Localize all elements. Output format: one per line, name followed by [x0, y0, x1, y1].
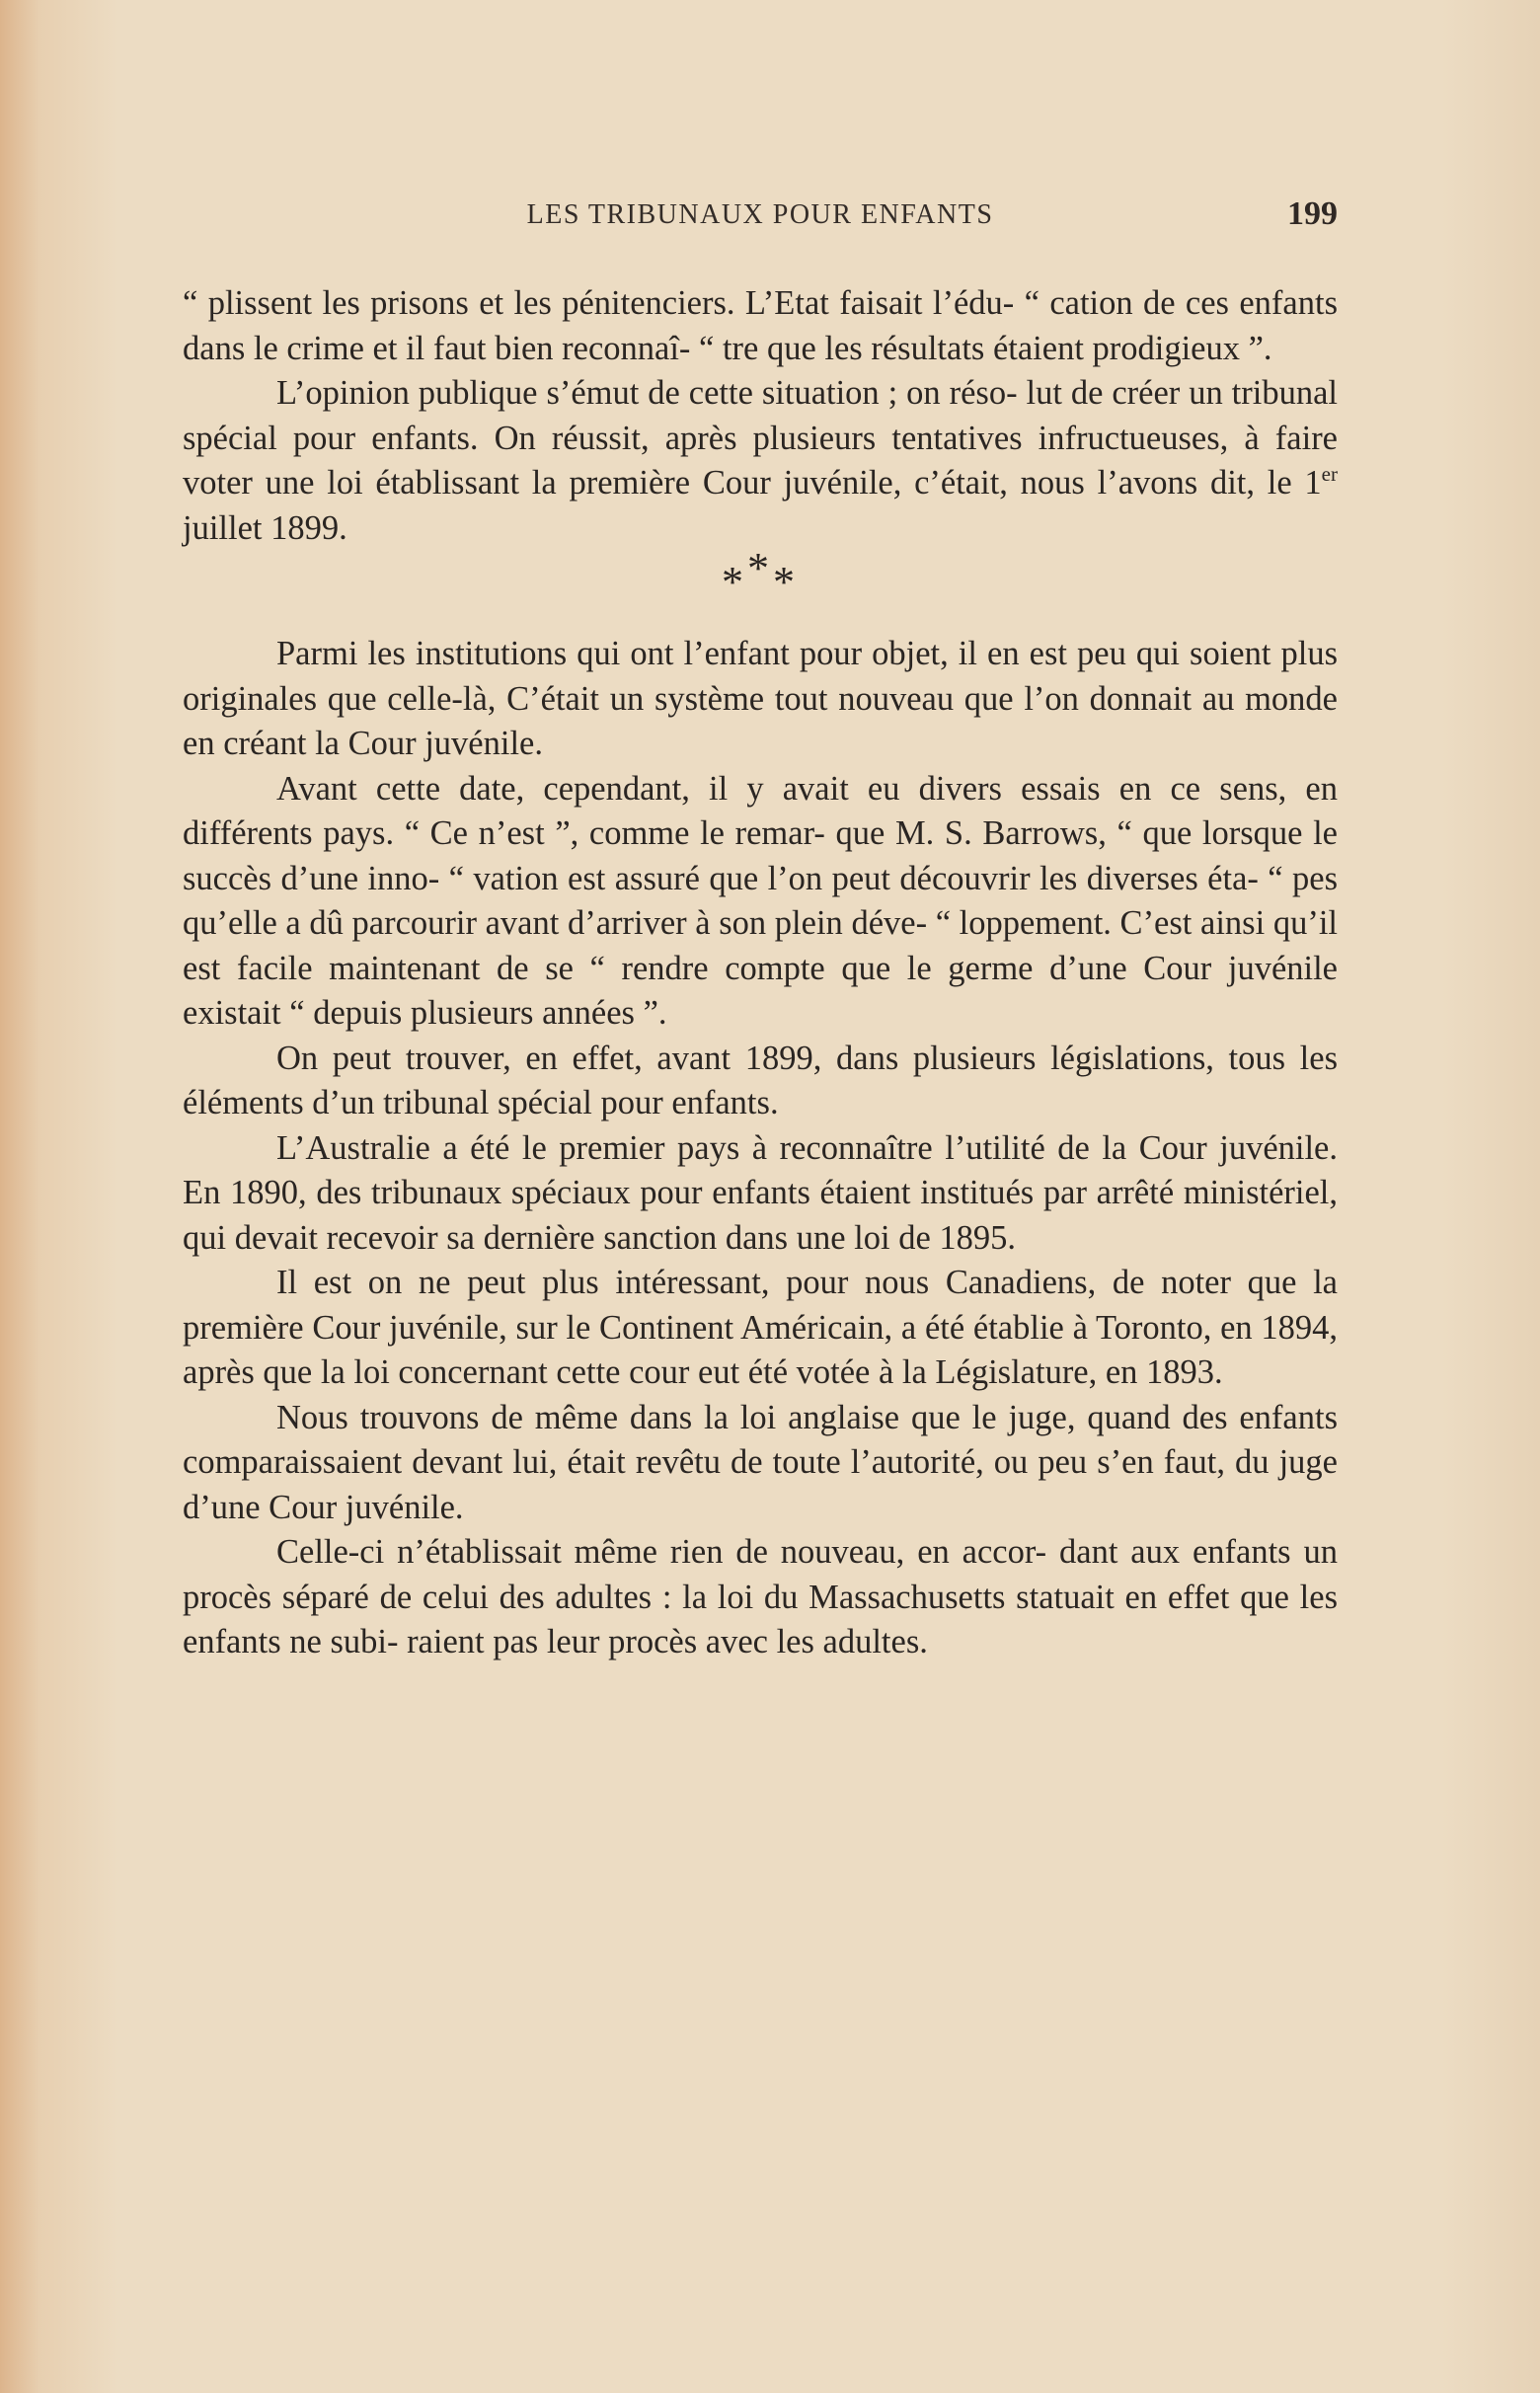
paragraph-quote-continuation: “ plissent les prisons et les pénitenciers. L’Etat faisait l’édu- “ cation de ces enfants dans le crime et il faut bien reconnaî- “ tre que les résultats étaient prodigieux ”.: [183, 284, 1338, 367]
paragraph-public-opinion-text: L’opinion publique s’émut de cette situation ; on réso- lut de créer un tribunal spécial pour enfants. On réussit, après plusieurs tentatives infructueuses, à faire voter une loi établissant la première Cour juvénile, c’était, nous l’avons dit, le 1: [183, 374, 1338, 502]
asterism-left-star: *: [722, 558, 747, 606]
running-head: [183, 195, 1338, 239]
ordinal-superscript: er: [1321, 462, 1338, 486]
paragraph-before-this-date: Avant cette date, cependant, il y avait eu divers essais en ce sens, en différents pays. “ Ce n’est ”, comme le remar- que M. S. Barrows, “ que lorsque le succès d’une inno- “ vation est assuré que l’on peut découvrir les diverses éta- “ pes qu’elle a dû parcourir avant d’arriver à son plein déve- “ loppement. C’est ainsi qu’il est facile maintenant de se “ rendre compte que le germe d’une Cour juvénile existait “ depuis plusieurs années ”.: [183, 769, 1338, 1032]
book-page: [183, 188, 1338, 2261]
page-number: 199: [1287, 195, 1338, 232]
asterism-top-star: *: [747, 544, 773, 592]
paragraph-toronto: Il est on ne peut plus intéressant, pour nous Canadiens, de noter que la première Cour juvénile, sur le Continent Américain, a été établie à Toronto, en 1894, après que la loi concernant cette cour eut été votée à la Législature, en 1893.: [183, 1264, 1338, 1391]
paragraph-massachusetts: Celle-ci n’établissait même rien de nouveau, en accor- dant aux enfants un procès séparé de celui des adultes : la loi du Massachusetts statuait en effet que les enfants ne subi- raient pas leur procès avec les adultes.: [183, 1533, 1338, 1660]
section-break-asterism: [183, 544, 1338, 632]
body-text: [183, 281, 1338, 1665]
paragraph-legislations: On peut trouver, en effet, avant 1899, dans plusieurs législations, tous les éléments d’un tribunal spécial pour enfants.: [183, 1039, 1338, 1121]
paragraph-english-law: Nous trouvons de même dans la loi anglaise que le juge, quand des enfants comparaissaient devant lui, était revêtu de toute l’autorité, ou peu s’en faut, du juge d’une Cour juvénile.: [183, 1398, 1338, 1526]
running-title: LES TRIBUNAUX POUR ENFANTS: [526, 199, 994, 230]
paragraph-public-opinion-date: juillet 1899.: [183, 508, 347, 547]
paragraph-public-opinion: [183, 371, 1338, 551]
paragraph-australia: L’Australie a été le premier pays à reconnaître l’utilité de la Cour juvénile. En 1890, des tribunaux spéciaux pour enfants étaient institués par arrêté ministériel, qui devait recevoir sa dernière sanction dans une loi de 1895.: [183, 1128, 1338, 1257]
asterism-right-star: *: [773, 558, 799, 606]
paragraph-institutions: Parmi les institutions qui ont l’enfant pour objet, il en est peu qui soient plus originales que celle-là, C’était un système tout nouveau que l’on donnait au monde en créant la Cour juvénile.: [183, 635, 1338, 762]
